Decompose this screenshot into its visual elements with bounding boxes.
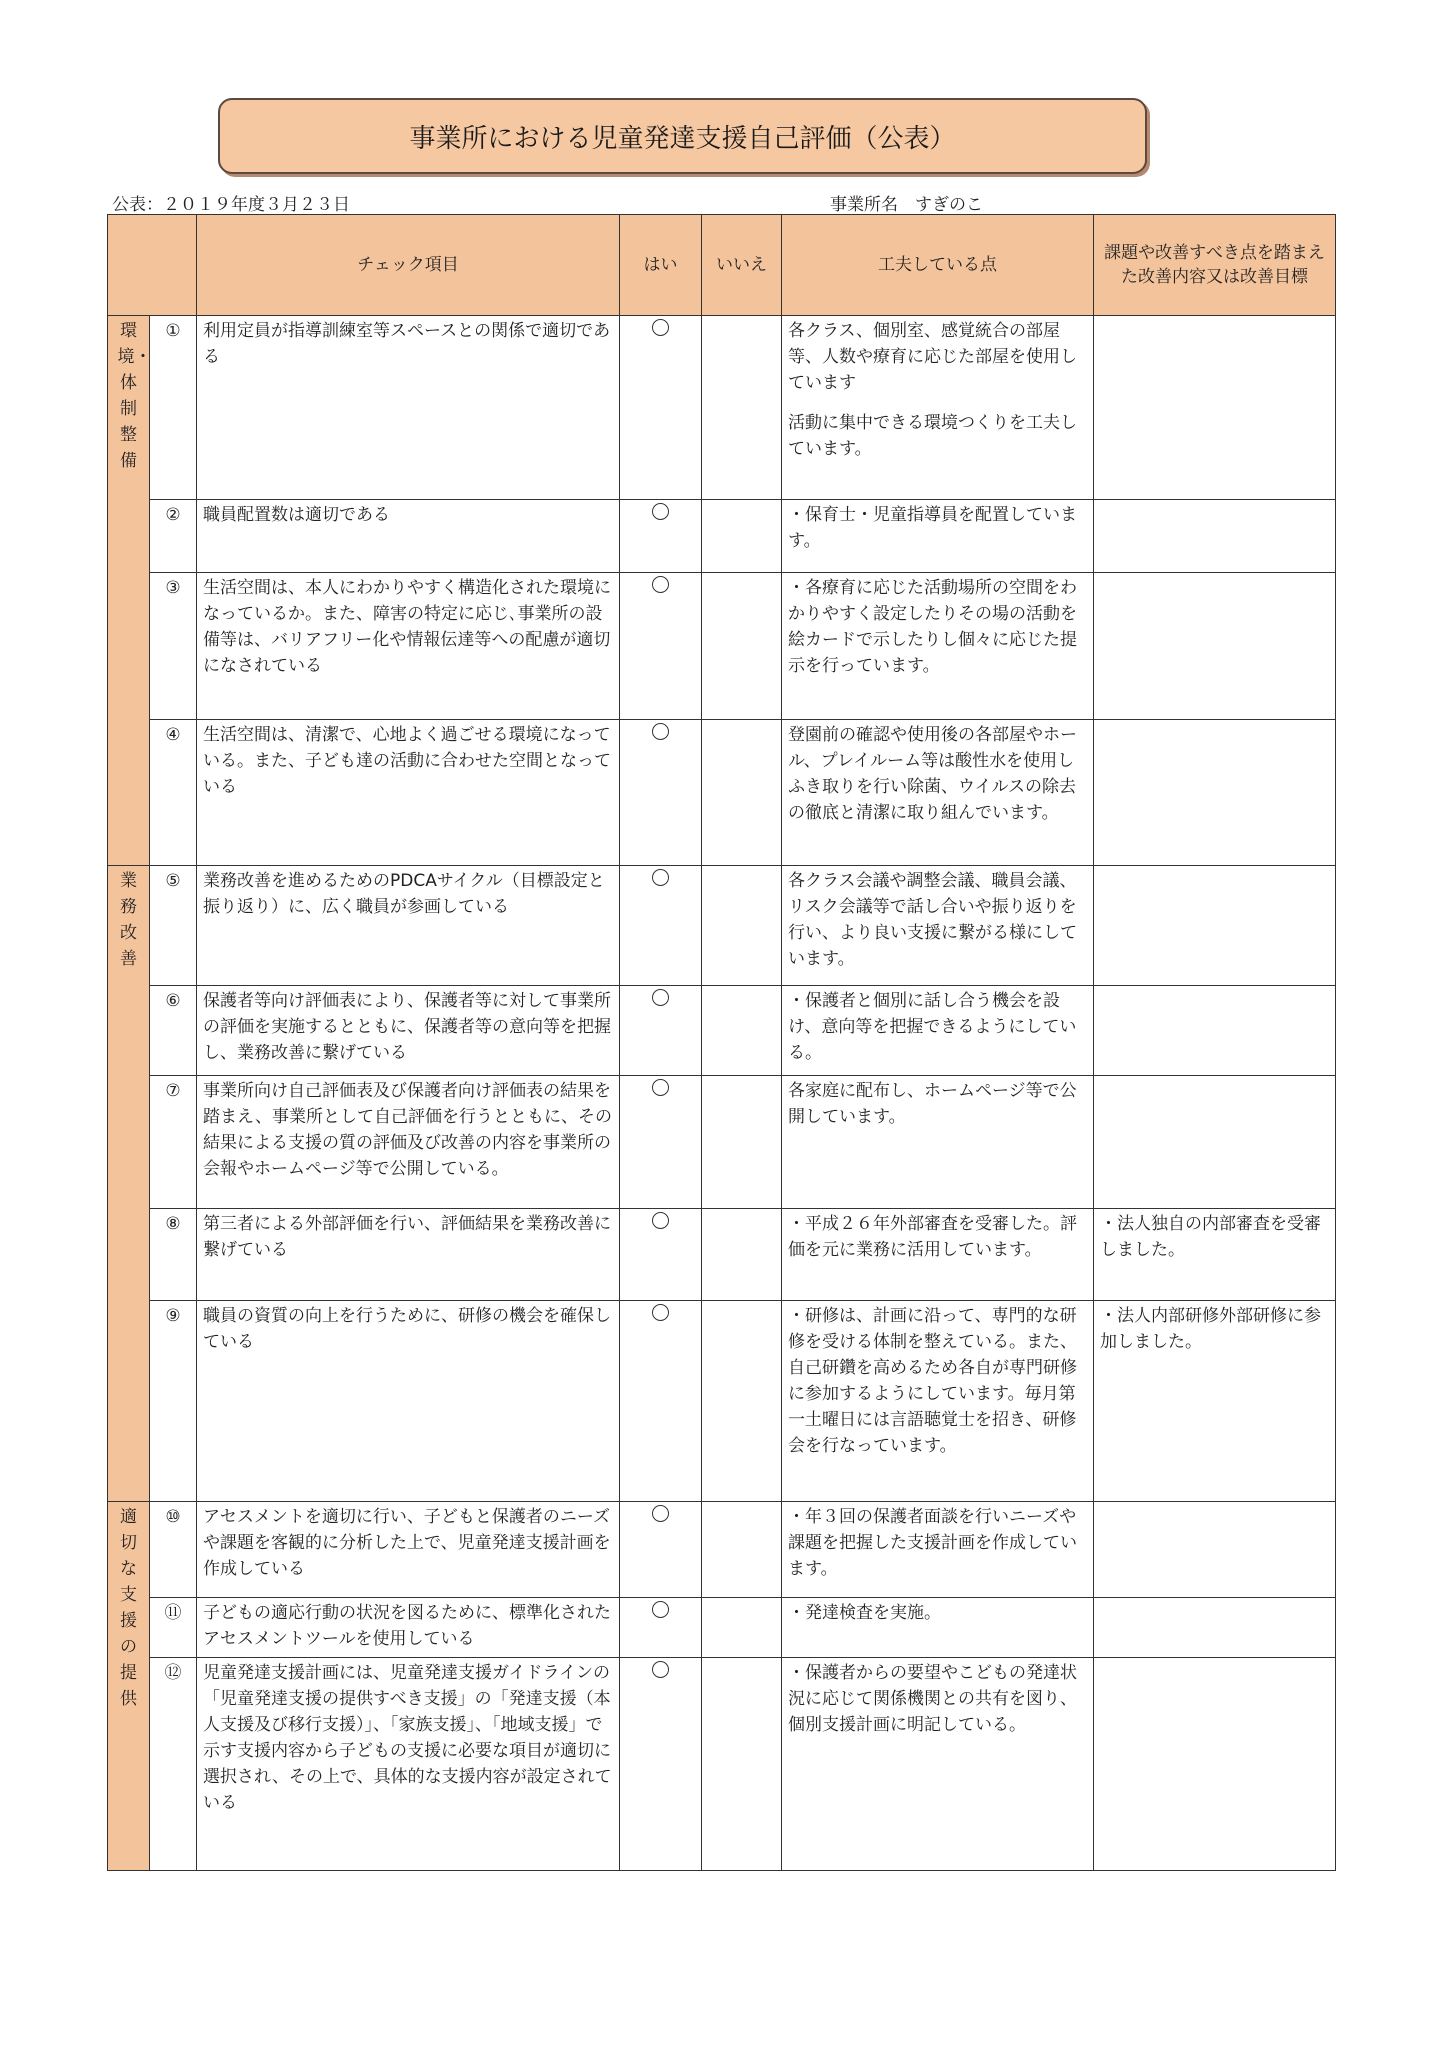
evaluation-table <box>107 214 1336 1871</box>
yes-cell <box>620 1598 702 1658</box>
no-cell <box>702 316 782 500</box>
row-number: ⑩ <box>150 1502 197 1598</box>
efforts-paragraph: ・平成２６年外部審査を受審した。評価を元に業務に活用しています。 <box>788 1214 1077 1260</box>
row-number: ⑦ <box>150 1076 197 1209</box>
efforts-paragraph: 各家庭に配布し、ホームページ等で公開しています。 <box>788 1081 1077 1127</box>
efforts-text <box>782 1502 1094 1598</box>
header-blank <box>108 215 197 316</box>
yes-cell <box>620 1301 702 1502</box>
row-number: ⑧ <box>150 1209 197 1301</box>
yes-cell <box>620 500 702 573</box>
no-cell <box>702 720 782 866</box>
no-cell <box>702 1209 782 1301</box>
efforts-paragraph: ・年３回の保護者面談を行いニーズや課題を把握した支援計画を作成しています。 <box>788 1507 1077 1579</box>
row-number: ④ <box>150 720 197 866</box>
efforts-text <box>782 986 1094 1076</box>
efforts-paragraph: 活動に集中できる環境つくりを工夫しています。 <box>788 413 1077 459</box>
improvement-text <box>1094 866 1336 986</box>
improvement-text <box>1094 986 1336 1076</box>
improvement-text <box>1094 1076 1336 1209</box>
efforts-paragraph: ・保護者からの要望やこどもの発達状況に応じて関係機関との共有を図り、個別支援計画に明記している。 <box>788 1663 1077 1735</box>
row-number: ⑨ <box>150 1301 197 1502</box>
yes-circle-mark <box>652 319 669 336</box>
yes-cell <box>620 1209 702 1301</box>
table-row <box>108 573 1336 720</box>
row-number: ⑪ <box>150 1598 197 1658</box>
table-row <box>108 986 1336 1076</box>
efforts-text <box>782 720 1094 866</box>
table-row <box>108 500 1336 573</box>
improvement-text <box>1094 720 1336 866</box>
efforts-text <box>782 1301 1094 1502</box>
yes-circle-mark <box>652 1505 669 1522</box>
category-text: 業務改善 <box>120 871 137 969</box>
check-item-text: 保護者等向け評価表により、保護者等に対して事業所の評価を実施するとともに、保護者等の意向等を把握し、業務改善に繋げている <box>197 986 620 1076</box>
yes-cell <box>620 986 702 1076</box>
yes-cell <box>620 1076 702 1209</box>
check-item-text: 職員の資質の向上を行うために、研修の機会を確保している <box>197 1301 620 1502</box>
improvement-text: ・法人独自の内部審査を受審しました。 <box>1094 1209 1336 1301</box>
efforts-text <box>782 1598 1094 1658</box>
header-improvements: 課題や改善すべき点を踏まえた改善内容又は改善目標 <box>1094 215 1336 316</box>
table-row <box>108 316 1336 500</box>
yes-circle-mark <box>652 1304 669 1321</box>
category-label <box>108 866 150 1502</box>
no-cell <box>702 1598 782 1658</box>
yes-circle-mark <box>652 1079 669 1096</box>
yes-circle-mark <box>652 1601 669 1618</box>
efforts-text <box>782 573 1094 720</box>
yes-cell <box>620 573 702 720</box>
no-cell <box>702 1658 782 1871</box>
office-name: 事業所名 すぎのこ <box>830 195 983 215</box>
improvement-text <box>1094 1598 1336 1658</box>
header-row <box>108 215 1336 316</box>
efforts-paragraph: ・各療育に応じた活動場所の空間をわかりやすく設定したりその場の活動を絵カードで示したりし個々に応じた提示を行っています。 <box>788 578 1077 676</box>
header-yes: はい <box>620 215 702 316</box>
table-row <box>108 1301 1336 1502</box>
efforts-text <box>782 1076 1094 1209</box>
row-number: ③ <box>150 573 197 720</box>
page-title: 事業所における児童発達支援自己評価（公表） <box>218 98 1147 174</box>
efforts-text <box>782 1209 1094 1301</box>
improvement-text: ・法人内部研修外部研修に参加しました。 <box>1094 1301 1336 1502</box>
yes-circle-mark <box>652 503 669 520</box>
improvement-text <box>1094 1658 1336 1871</box>
efforts-paragraph: 各クラス会議や調整会議、職員会議、リスク会議等で話し合いや振り返りを行い、より良い支援に繋がる様にしています。 <box>788 871 1077 969</box>
check-item-text: 職員配置数は適切である <box>197 500 620 573</box>
check-item-text: 子どもの適応行動の状況を図るために、標準化されたアセスメントツールを使用している <box>197 1598 620 1658</box>
improvement-text <box>1094 573 1336 720</box>
table-row <box>108 720 1336 866</box>
check-item-text: 業務改善を進めるためのPDCAサイクル（目標設定と振り返り）に、広く職員が参画している <box>197 866 620 986</box>
header-efforts: 工夫している点 <box>782 215 1094 316</box>
table-row <box>108 1076 1336 1209</box>
table-row <box>108 866 1336 986</box>
efforts-text <box>782 866 1094 986</box>
check-item-text: 児童発達支援計画には、児童発達支援ガイドラインの「児童発達支援の提供すべき支援」の「発達支援（本人支援及び移行支援）」、「家族支援」、「地域支援」で示す支援内容から子どもの支援に必要な項目が適切に選択され、その上で、具体的な支援内容が設定されている <box>197 1658 620 1871</box>
yes-cell <box>620 1502 702 1598</box>
row-number: ⑥ <box>150 986 197 1076</box>
publish-date: 公表：２０１９年度３月２３日 <box>112 195 350 215</box>
row-number: ② <box>150 500 197 573</box>
no-cell <box>702 1301 782 1502</box>
table-row <box>108 1598 1336 1658</box>
efforts-paragraph: 各クラス、個別室、感覚統合の部屋等、人数や療育に応じた部屋を使用しています <box>788 321 1077 393</box>
check-item-text: 事業所向け自己評価表及び保護者向け評価表の結果を踏まえ、事業所として自己評価を行うとともに、その結果による支援の質の評価及び改善の内容を事業所の会報やホームページ等で公開している。 <box>197 1076 620 1209</box>
no-cell <box>702 866 782 986</box>
header-no: いいえ <box>702 215 782 316</box>
header-check-item: チェック項目 <box>197 215 620 316</box>
efforts-text <box>782 1658 1094 1871</box>
no-cell <box>702 1076 782 1209</box>
category-label <box>108 1502 150 1871</box>
yes-circle-mark <box>652 989 669 1006</box>
row-number: ⑤ <box>150 866 197 986</box>
yes-circle-mark <box>652 576 669 593</box>
yes-circle-mark <box>652 869 669 886</box>
yes-cell <box>620 1658 702 1871</box>
category-text: 適切な支援の提供 <box>120 1507 137 1709</box>
category-text: 環境・体制整備 <box>117 321 152 471</box>
yes-cell <box>620 866 702 986</box>
no-cell <box>702 500 782 573</box>
no-cell <box>702 573 782 720</box>
category-label <box>108 316 150 866</box>
efforts-text <box>782 500 1094 573</box>
efforts-paragraph: ・保育士・児童指導員を配置しています。 <box>788 505 1077 551</box>
no-cell <box>702 1502 782 1598</box>
improvement-text <box>1094 500 1336 573</box>
table-row <box>108 1658 1336 1871</box>
row-number: ⑫ <box>150 1658 197 1871</box>
check-item-text: アセスメントを適切に行い、子どもと保護者のニーズや課題を客観的に分析した上で、児童発達支援計画を作成している <box>197 1502 620 1598</box>
check-item-text: 利用定員が指導訓練室等スペースとの関係で適切である <box>197 316 620 500</box>
improvement-text <box>1094 1502 1336 1598</box>
table-row <box>108 1209 1336 1301</box>
efforts-paragraph: ・研修は、計画に沿って、専門的な研修を受ける体制を整えている。また、自己研鑽を高めるため各自が専門研修に参加するようにしています。毎月第一土曜日には言語聴覚士を招き、研修会を行なっています。 <box>788 1306 1077 1456</box>
no-cell <box>702 986 782 1076</box>
improvement-text <box>1094 316 1336 500</box>
efforts-paragraph: ・発達検査を実施。 <box>788 1603 941 1623</box>
yes-cell <box>620 316 702 500</box>
check-item-text: 生活空間は、清潔で、心地よく過ごせる環境になっている。また、子ども達の活動に合わせた空間となっている <box>197 720 620 866</box>
efforts-text <box>782 316 1094 500</box>
yes-cell <box>620 720 702 866</box>
check-item-text: 第三者による外部評価を行い、評価結果を業務改善に繋げている <box>197 1209 620 1301</box>
row-number: ① <box>150 316 197 500</box>
efforts-paragraph: 登園前の確認や使用後の各部屋やホール、プレイルーム等は酸性水を使用しふき取りを行い除菌、ウイルスの除去の徹底と清潔に取り組んでいます。 <box>788 725 1077 823</box>
check-item-text: 生活空間は、本人にわかりやすく構造化された環境になっているか。また、障害の特定に応じ､事業所の設備等は、バリアフリー化や情報伝達等への配慮が適切になされている <box>197 573 620 720</box>
yes-circle-mark <box>652 1212 669 1229</box>
table-row <box>108 1502 1336 1598</box>
yes-circle-mark <box>652 1661 669 1678</box>
efforts-paragraph: ・保護者と個別に話し合う機会を設け、意向等を把握できるようにしている。 <box>788 991 1077 1063</box>
yes-circle-mark <box>652 723 669 740</box>
